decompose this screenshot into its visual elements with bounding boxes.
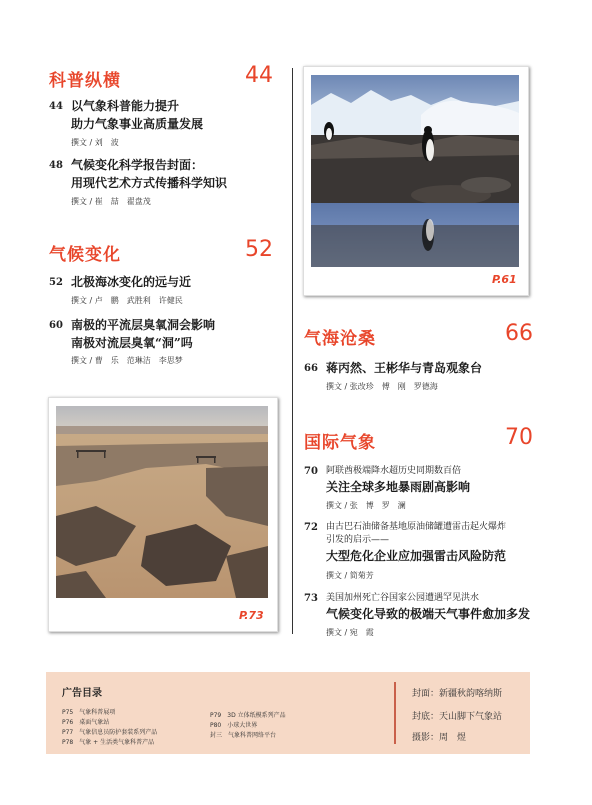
section-page-qihai: 66 [505,321,533,346]
penguin-photo-frame [303,66,529,296]
article-title-line: 大型危化企业应加强雷击风险防范 [326,549,507,563]
ad-item: P79 3D 立体纸模系列产品 [210,712,286,719]
article-subtitle: 阿联酋极端降水超历史同期数百倍 [326,466,462,476]
article-title-line: 气候变化导致的极端天气事件愈加多发 [326,607,531,621]
article-author: 撰文 / 崔 喆 翟盘茂 [71,197,151,206]
article-title-line: 蒋丙然、王彬华与青岛观象台 [326,361,483,375]
article-page-number: 60 [49,320,63,331]
article-title[interactable] [71,156,227,192]
photo-page-label: P.73 [239,609,264,622]
article-title-line: 关注全球多地暴雨剧高影响 [326,480,471,494]
article-author: 撰文 / 卢 鹏 武胜利 许健民 [71,296,183,305]
article-subtitle-line: 引发的启示—— [326,535,390,545]
article-title-line: 南极的平流层臭氧洞会影响 [71,318,216,332]
photo-page-label: P.61 [492,273,517,286]
section-page-guoji: 70 [505,425,533,450]
article-title-line: 以气象科普能力提升 [71,99,180,113]
flood-photo [56,406,268,598]
ad-index-box [46,672,530,754]
photographer-credit: 摄影：周 煜 [412,733,467,743]
article-page-number: 73 [304,593,318,604]
section-title-kepu: 科普纵横 [49,71,121,91]
article-title[interactable] [71,273,191,291]
penguin-photo [311,75,519,267]
ad-item: P75 气象科普展项 [62,709,116,716]
cover-credit: 封面：新疆秋韵喀纳斯 [412,689,503,699]
column-divider [292,68,293,634]
article-author: 撰文 / 张 博 罗 澜 [326,501,406,510]
article-title[interactable] [71,316,215,352]
article-title-line: 气候变化科学报告封面： [71,158,204,172]
section-title-qihai: 气海沧桑 [304,329,376,349]
article-author: 撰文 / 曹 乐 范琳洁 李思梦 [71,356,183,365]
article-title-line: 北极海冰变化的远与近 [71,275,192,289]
article-title[interactable] [326,478,470,496]
section-page-kepu: 44 [245,63,273,88]
article-subtitle: 美国加州死亡谷国家公园遭遇罕见洪水 [326,593,480,603]
ad-item: P78 气象 + 生活类气象科普产品 [62,739,155,746]
ad-index-title: 广告目录 [62,688,102,699]
article-title-line: 用现代艺术方式传播科学知识 [71,176,228,190]
article-page-number: 70 [304,466,318,477]
flood-photo-frame [48,397,278,632]
article-page-number: 52 [49,277,63,288]
article-title[interactable] [326,359,482,377]
back-cover-credit: 封底：天山脚下气象站 [412,712,503,722]
ad-divider [394,682,396,744]
article-author: 撰文 / 刘 波 [71,138,119,147]
article-subtitle-line: 由古巴石油储备基地原油储罐遭雷击起火爆炸 [326,522,507,532]
article-title[interactable] [326,547,506,565]
article-page-number: 48 [49,160,63,171]
ad-item: P77 气象信息员防护套装系列产品 [62,729,158,736]
article-subtitle [326,521,506,547]
article-title[interactable] [71,97,203,133]
section-title-qihou: 气候变化 [49,245,121,265]
section-title-guoji: 国际气象 [304,433,376,453]
article-author: 撰文 / 宛 霞 [326,628,374,637]
article-page-number: 72 [304,522,318,533]
article-title[interactable] [326,605,530,623]
article-title-line: 助力气象事业高质量发展 [71,117,204,131]
ad-item: P76 桌面气象站 [62,719,110,726]
article-page-number: 66 [304,363,318,374]
article-page-number: 44 [49,101,63,112]
article-title-line: 南极对流层臭氧“洞”吗 [71,336,193,350]
article-author: 撰文 / 简菊芳 [326,571,374,580]
section-page-qihou: 52 [245,237,273,262]
ad-item: 封三 气象科普网络平台 [210,732,277,739]
ad-item: P80 小球大世界 [210,722,258,729]
article-author: 撰文 / 张改珍 傅 刚 罗德海 [326,382,438,391]
